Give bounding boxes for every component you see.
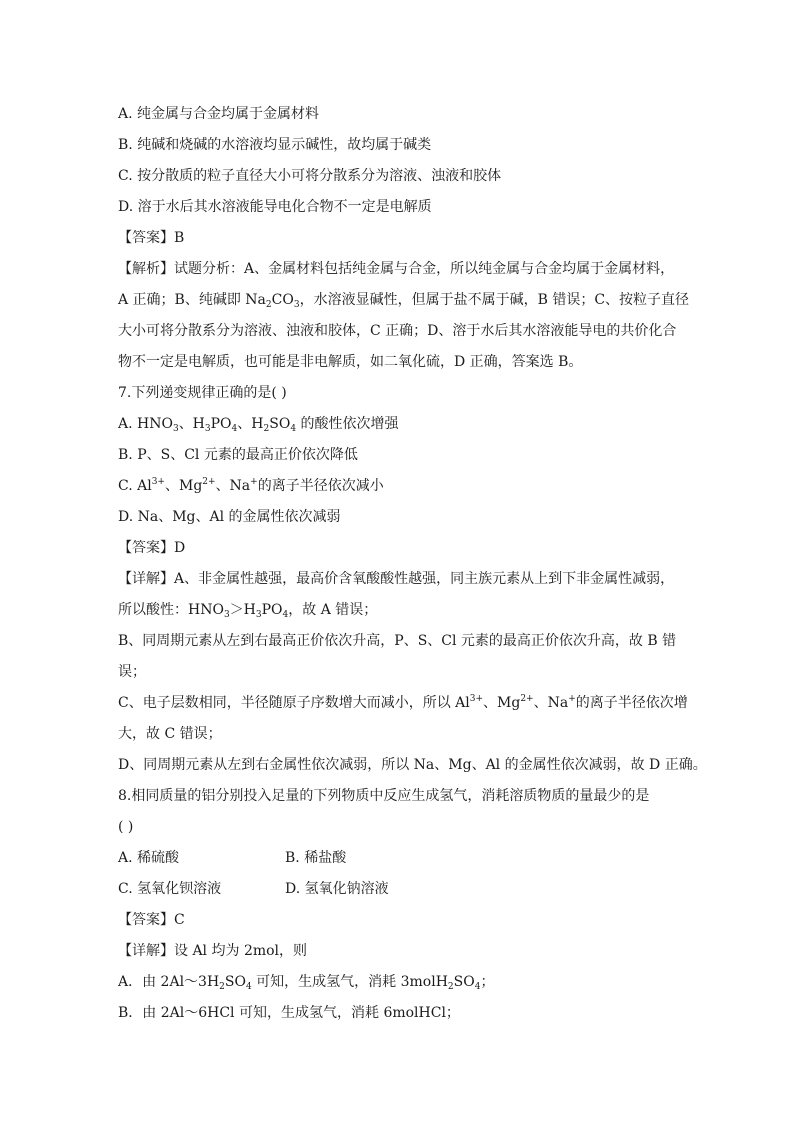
q6-option-b: B. 纯碱和烧碱的水溶液均显示碱性，故均属于碱类 — [118, 137, 432, 153]
q8-detail-line-2: A．由 $2Al\sim 3H_2SO_4$ 可知，生成氢气，消耗 $3molH_2SO_4$； — [118, 974, 495, 992]
q7-detail-line-5: C、电子层数相同，半径随原子序数增大而减小，所以 $Al^{3+}$、$Mg^{2+}$、Na+的离子半径依次增 — [118, 694, 688, 711]
q6-analysis-line-3: 大小可将分散系分为溶液、浊液和胶体，C 正确；D、溶于水后其水溶液能导电的共价化合 — [118, 323, 677, 339]
q7-detail-line-6: 大，故 C 错误； — [118, 726, 222, 742]
q6-answer: 【答案】B — [118, 230, 185, 246]
q8-stem-line-1: 8.相同质量的铝分别投入足量的下列物质中反应生成氢气，消耗溶质物质的量最少的是 — [118, 788, 650, 804]
q6-option-d: D. 溶于水后其水溶液能导电化合物不一定是电解质 — [118, 199, 432, 215]
q8-stem-line-2: ( ) — [118, 819, 134, 835]
q6-option-c: C. 按分散质的粒子直径大小可将分散系分为溶液、浊液和胶体 — [118, 168, 502, 184]
q6-analysis-line-2: A 正确；B、纯碱即 $Na_2CO_3$，水溶液显碱性，但属于盐不属于碱，B 错误；C、按粒子直径 — [118, 292, 690, 310]
q7-detail-line-7: D、同周期元素从左到右金属性依次减弱，所以 Na、Mg、Al 的金属性依次减弱，故 D 正确。 — [118, 757, 707, 773]
q8-detail-line-3: B．由 2Al～6HCl 可知，生成氢气，消耗 6molHCl； — [118, 1005, 460, 1021]
q7-detail-line-4: 误； — [118, 664, 146, 680]
q7-option-d: D. Na、Mg、Al 的金属性依次减弱 — [118, 509, 341, 525]
q7-option-c: C. $Al^{3+}$、$Mg^{2+}$、Na+的离子半径依次减小 — [118, 477, 384, 494]
q8-answer: 【答案】C — [118, 912, 185, 928]
q7-answer: 【答案】D — [118, 540, 186, 556]
q6-analysis-line-1: 【解析】试题分析：A、金属材料包括纯金属与合金，所以纯金属与合金均属于金属材料， — [118, 261, 675, 277]
q7-option-a: A. $HNO_3$、$H_3PO_4$、$H_2SO_4$ 的酸性依次增强 — [118, 416, 399, 434]
q8-options-row-2 — [118, 879, 678, 899]
q8-option-c: C. 氢氧化钡溶液 — [118, 881, 222, 897]
q7-detail-line-3: B、同周期元素从左到右最高正价依次升高，P、S、Cl 元素的最高正价依次升高，故 B 错 — [118, 633, 677, 649]
q6-analysis-line-4: 物不一定是电解质，也可能是非电解质，如二氧化硫，D 正确，答案选 B。 — [118, 354, 583, 370]
q8-option-b: B. 稀盐酸 — [285, 850, 347, 866]
q8-option-a: A. 稀硫酸 — [118, 850, 180, 866]
q7-detail-line-2: 所以酸性：$HNO_3>H_3PO_4$，故 A 错误； — [118, 602, 378, 620]
q7-detail-line-1: 【详解】A、非金属性越强，最高价含氧酸酸性越强，同主族元素从上到下非金属性减弱， — [118, 571, 675, 587]
q8-option-d: D. 氢氧化钠溶液 — [285, 881, 389, 897]
q8-options-row-1 — [118, 848, 678, 868]
q7-option-b: B. P、S、Cl 元素的最高正价依次降低 — [118, 447, 358, 463]
q6-option-a: A. 纯金属与合金均属于金属材料 — [118, 106, 320, 122]
q8-detail-line-1: 【详解】设 Al 均为 2mol，则 — [118, 943, 308, 959]
q7-stem: 7.下列递变规律正确的是( ) — [118, 385, 287, 401]
